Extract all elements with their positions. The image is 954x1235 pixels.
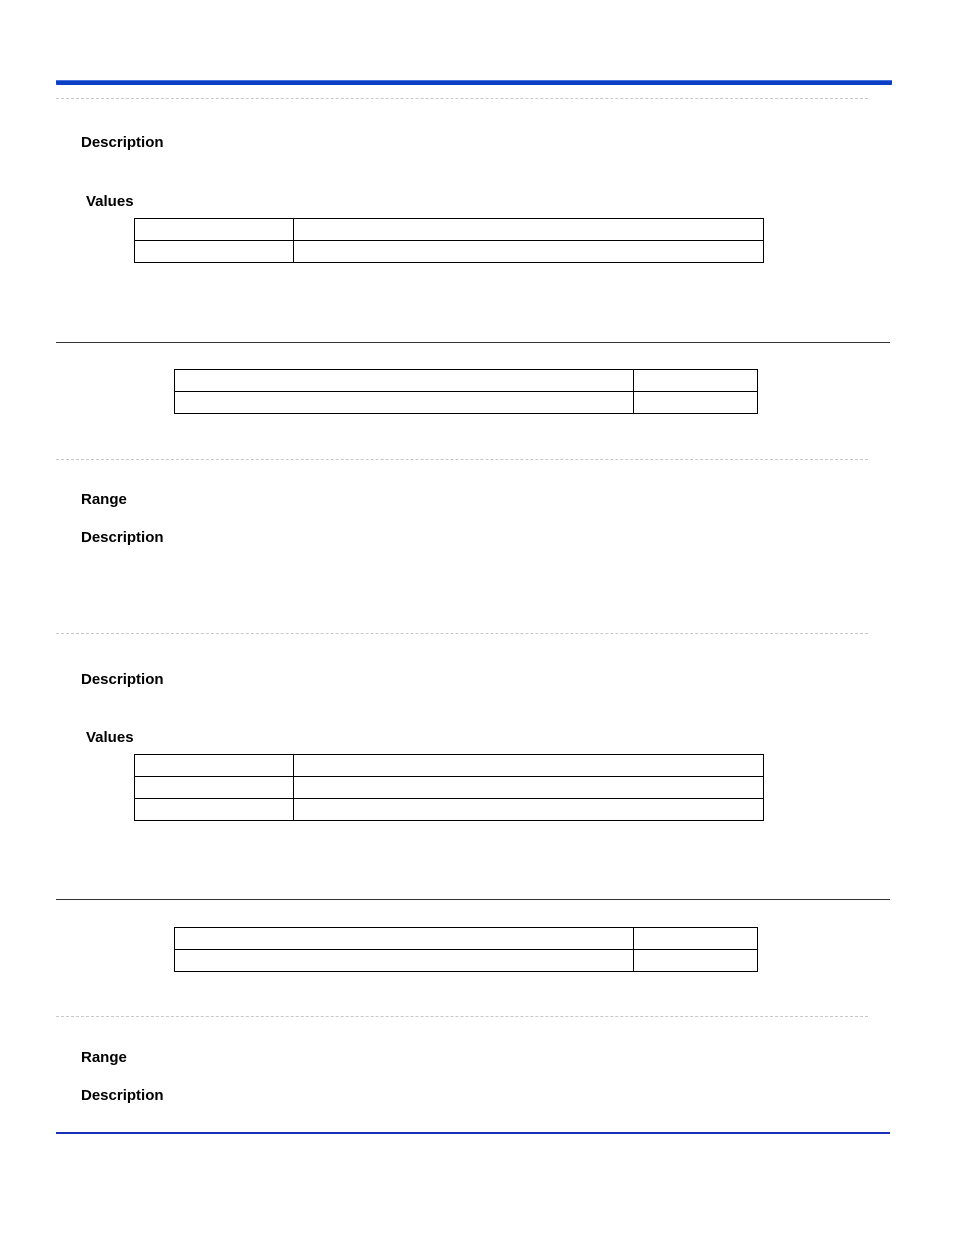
range-heading: Range: [81, 491, 127, 508]
values-heading: Values: [86, 729, 134, 746]
table-row: [135, 755, 764, 777]
description-heading: Description: [81, 671, 164, 688]
values-table: [134, 218, 764, 263]
summary-table: [174, 927, 758, 972]
values-heading: Values: [86, 193, 134, 210]
section-divider-dashed: [56, 633, 868, 634]
range-heading: Range: [81, 1049, 127, 1066]
table-cell: [175, 928, 634, 950]
description-heading: Description: [81, 134, 164, 151]
table-row: [135, 219, 764, 241]
section-divider-solid: [56, 342, 890, 343]
table-cell: [634, 392, 758, 414]
table-row: [135, 241, 764, 263]
table-row: [135, 777, 764, 799]
table-cell: [135, 219, 294, 241]
table-cell: [135, 241, 294, 263]
summary-table: [174, 369, 758, 414]
table-cell: [294, 241, 764, 263]
table-cell: [634, 950, 758, 972]
table-cell: [294, 755, 764, 777]
table-cell: [294, 799, 764, 821]
section-divider-solid: [56, 899, 890, 900]
section-divider-dashed: [56, 1016, 868, 1017]
table-cell: [634, 928, 758, 950]
table-cell: [634, 370, 758, 392]
table-cell: [135, 755, 294, 777]
table-row: [175, 950, 758, 972]
description-heading: Description: [81, 529, 164, 546]
table-cell: [294, 219, 764, 241]
table-row: [175, 928, 758, 950]
table-row: [175, 392, 758, 414]
table-row: [175, 370, 758, 392]
table-cell: [294, 777, 764, 799]
description-heading: Description: [81, 1087, 164, 1104]
section-divider-dashed: [56, 98, 868, 99]
table-cell: [135, 799, 294, 821]
table-cell: [175, 392, 634, 414]
header-accent-highlight: [56, 80, 892, 81]
values-table: [134, 754, 764, 821]
table-cell: [135, 777, 294, 799]
footer-rule: [56, 1132, 890, 1134]
table-row: [135, 799, 764, 821]
table-cell: [175, 370, 634, 392]
table-cell: [175, 950, 634, 972]
section-divider-dashed: [56, 459, 868, 460]
